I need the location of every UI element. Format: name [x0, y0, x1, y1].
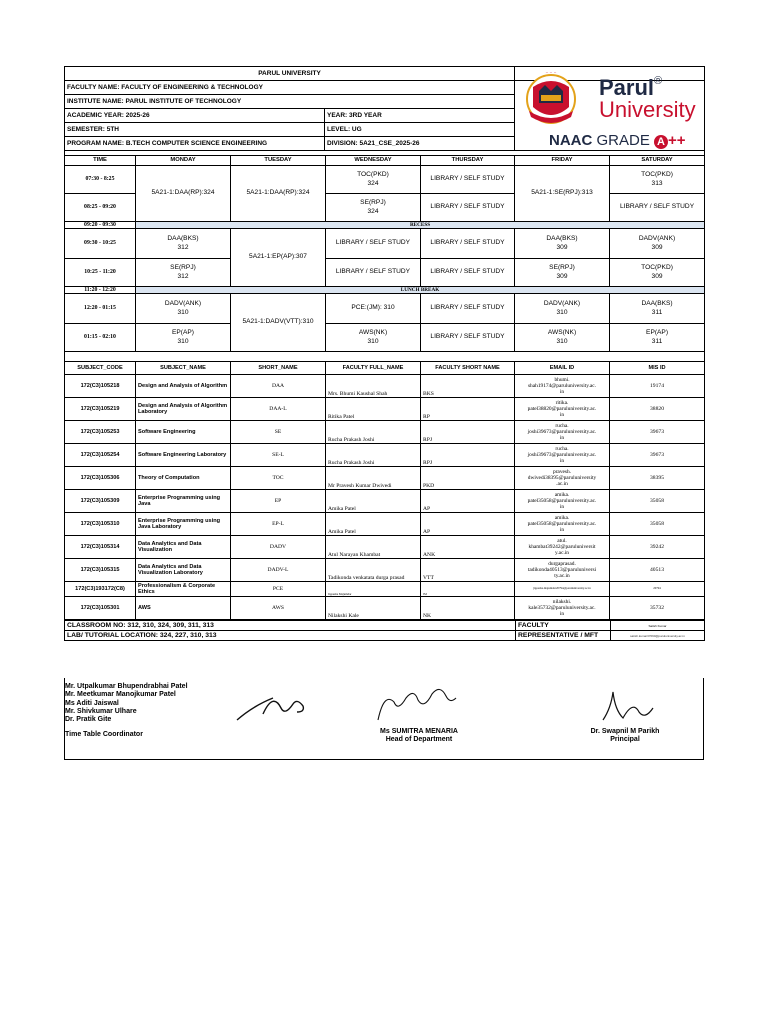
subject-row [65, 559, 705, 582]
brand-name: Parul® [599, 75, 663, 100]
subject-row [65, 421, 705, 444]
faculty-full-name: Jigeesha Majumdar [326, 582, 421, 597]
time-slot: 01:15 - 02:10 [65, 324, 136, 352]
signature-section [64, 678, 704, 760]
academic-year: ACADEMIC YEAR: 2025-26 [65, 109, 325, 123]
faculty-short-name: JM [421, 582, 515, 597]
faculty-short-name: RPJ [421, 444, 515, 467]
coordinator-list [65, 683, 188, 740]
subject-name: Enterprise Programming using Java [136, 490, 231, 513]
brand-sub: University [599, 97, 696, 122]
faculty-short-name: ANK [421, 536, 515, 559]
mis-id: 35058 [610, 513, 705, 536]
short-name: TOC [231, 467, 326, 490]
slot-cell: PCE:(JM): 310 [326, 294, 421, 324]
semester: SEMESTER: 5TH [65, 123, 325, 137]
subject-code: 172(C3)105218 [65, 375, 136, 398]
faculty-short-name: RP [421, 398, 515, 421]
subject-row [65, 375, 705, 398]
faculty-short-name: RPJ [421, 421, 515, 444]
subject-table [64, 361, 705, 620]
short-name: AWS [231, 597, 326, 620]
faculty-full-name: Tadikonda venkatata durga prasad [326, 559, 421, 582]
slot-cell: SE(RPJ) 324 [326, 194, 421, 222]
faculty-short-name: BKS [421, 375, 515, 398]
coordinator-signature-icon [233, 686, 313, 726]
mis-id: 19174 [610, 375, 705, 398]
year: YEAR: 3RD YEAR [325, 109, 515, 123]
rep-name: Satish Kumar [611, 621, 705, 631]
email-id: atul. khambat39242@paruluniversit y.ac.in [515, 536, 610, 559]
slot-cell: EP(AP) 311 [610, 324, 705, 352]
svg-text:~ ~ ~: ~ ~ ~ [545, 71, 557, 75]
subject-name: Professionalism & Corporate Ethics [136, 582, 231, 597]
faculty-short-name: NK [421, 597, 515, 620]
subject-name: Theory of Computation [136, 467, 231, 490]
time-slot: 09:20 - 09:30 [65, 222, 136, 229]
recess-band: RECESS [136, 222, 705, 229]
slot-cell: EP(AP) 310 [136, 324, 231, 352]
subject-code: 172(C3)105310 [65, 513, 136, 536]
mis-id: 38395 [610, 467, 705, 490]
subject-code: 172(C3)105254 [65, 444, 136, 467]
slot-cell: AWS(NK) 310 [515, 324, 610, 352]
slot-cell: DADV(ANK) 310 [136, 294, 231, 324]
email-id: durgaprasad. tadikonda40513@paruluniversi ty.ac.in [515, 559, 610, 582]
faculty-full-name: Rucha Prakash Joshi [326, 421, 421, 444]
slot-cell: DADV(ANK) 309 [610, 229, 705, 259]
email-id: amika. patel35058@paruluniversity.ac. in [515, 490, 610, 513]
email-id: amika. patel35058@paruluniversity.ac. in [515, 513, 610, 536]
slot-cell: SE(RPJ) 309 [515, 259, 610, 287]
coordinator-name: Mr. Meetkumar Manojkumar Patel [65, 691, 176, 699]
slot-cell: LIBRARY / SELF STUDY [610, 194, 705, 222]
subject-row [65, 444, 705, 467]
classroom-list: CLASSROOM NO: 312, 310, 324, 309, 311, 313 [65, 621, 516, 631]
faculty-label: FACULTY [516, 621, 611, 631]
email-id: bhumi. shah19174@paruluniversity.ac. in [515, 375, 610, 398]
slot-cell: LIBRARY / SELF STUDY [421, 294, 515, 324]
time-slot: 10:25 - 11:20 [65, 259, 136, 287]
slot-cell: TOC(PKD) 324 [326, 166, 421, 194]
faculty-full-name: Atul Narayan Khambat [326, 536, 421, 559]
slot-cell: 5A21-1:SE(RPJ):313 [515, 166, 610, 222]
slot-cell: 5A21-1:EP(AP):307 [231, 229, 326, 287]
subject-code: 172(C3)105309 [65, 490, 136, 513]
faculty-short-name: PKD [421, 467, 515, 490]
slot-cell: DAA(BKS) 311 [610, 294, 705, 324]
division: DIVISION: 5A21_CSE_2025-26 [325, 137, 515, 151]
hdr-subject-code: SUBJECT_CODE [65, 362, 136, 375]
mis-id: 35058 [610, 490, 705, 513]
hdr-email-id: EMAIL ID [515, 362, 610, 375]
slot-cell: DAA(BKS) 309 [515, 229, 610, 259]
col-wednesday: WEDNESDAY [326, 156, 421, 166]
time-slot: 09:30 - 10:25 [65, 229, 136, 259]
faculty-full-name: Mr Pravesh Kumar Dwivedi [326, 467, 421, 490]
faculty-name: FACULTY NAME: FACULTY OF ENGINEERING & TECHNOLOGY [65, 81, 515, 95]
mis-id: 39673 [610, 421, 705, 444]
grade-badge: A [654, 135, 668, 149]
subject-code: 172(C3)105306 [65, 467, 136, 490]
slot-cell: LIBRARY / SELF STUDY [421, 229, 515, 259]
slot-cell: SE(RPJ) 312 [136, 259, 231, 287]
slot-cell: TOC(PKD) 313 [610, 166, 705, 194]
email-id: rucha. joshi39673@paruluniversity.ac. in [515, 421, 610, 444]
coordinator-name: Dr. Pratik Gite [65, 716, 112, 724]
subject-code: 172(C3)105314 [65, 536, 136, 559]
short-name: PCE [231, 582, 326, 597]
slot-cell: LIBRARY / SELF STUDY [421, 259, 515, 287]
faculty-short-name: AP [421, 513, 515, 536]
col-thursday: THURSDAY [421, 156, 515, 166]
lab-location: LAB/ TUTORIAL LOCATION: 324, 227, 310, 313 [65, 631, 516, 641]
faculty-short-name: AP [421, 490, 515, 513]
parul-university-logo [515, 67, 704, 160]
coordinator-name: Ms Aditi Jaiswal [65, 699, 119, 707]
col-tuesday: TUESDAY [231, 156, 326, 166]
slot-cell: AWS(NK) 310 [326, 324, 421, 352]
hdr-mis-id: MIS ID [610, 362, 705, 375]
email-id: nilakshi. kale35732@paruluniversity.ac. in [515, 597, 610, 620]
slot-cell: LIBRARY / SELF STUDY [326, 259, 421, 287]
faculty-full-name: Amika Patel [326, 513, 421, 536]
hdr-short-name: SHORT_NAME [231, 362, 326, 375]
program-name: PROGRAM NAME: B.TECH COMPUTER SCIENCE ENGINEERING [65, 137, 325, 151]
mis-id: 20794 [610, 582, 705, 597]
slot-cell: TOC(PKD) 309 [610, 259, 705, 287]
short-name: DADV [231, 536, 326, 559]
short-name: EP [231, 490, 326, 513]
time-slot: 08:25 - 09:20 [65, 194, 136, 222]
short-name: EP-L [231, 513, 326, 536]
faculty-full-name: Nilakshi Kale [326, 597, 421, 620]
subject-name: Data Analytics and Data Visualization [136, 536, 231, 559]
subject-row [65, 513, 705, 536]
email-id: ritika. patel38820@paruluniversity.ac. in [515, 398, 610, 421]
level: LEVEL: UG [325, 123, 515, 137]
lunch-band: LUNCH BREAK [136, 287, 705, 294]
col-friday: FRIDAY [515, 156, 610, 166]
subject-name: Software Engineering Laboratory [136, 444, 231, 467]
slot-cell: DAA(BKS) 312 [136, 229, 231, 259]
naac-grade: NAAC GRADE A ++ [549, 132, 686, 149]
subject-code: 172(C3)105315 [65, 559, 136, 582]
subject-name: Design and Analysis of Algorithm [136, 375, 231, 398]
col-monday: MONDAY [136, 156, 231, 166]
hod-signature-icon [370, 682, 460, 727]
subject-name: Design and Analysis of Algorithm Laboratory [136, 398, 231, 421]
faculty-full-name: Amika Patel [326, 490, 421, 513]
slot-cell: LIBRARY / SELF STUDY [421, 166, 515, 194]
mis-id: 39242 [610, 536, 705, 559]
subject-row [65, 490, 705, 513]
short-name: SE-L [231, 444, 326, 467]
rep-email: satish.kumar37090@paruluniversity.ac.in [611, 631, 705, 641]
short-name: DAA-L [231, 398, 326, 421]
principal-signature-icon [583, 682, 663, 727]
principal-caption: Dr. Swapnil M Parikh Principal [590, 728, 660, 743]
slot-cell: LIBRARY / SELF STUDY [421, 194, 515, 222]
subject-row [65, 536, 705, 559]
subject-name: Enterprise Programming using Java Laboratory [136, 513, 231, 536]
timetable-grid [64, 151, 705, 361]
university-title: PARUL UNIVERSITY [65, 67, 515, 81]
subject-row [65, 597, 705, 620]
mis-id: 40513 [610, 559, 705, 582]
hdr-subject-name: SUBJECT_NAME [136, 362, 231, 375]
hdr-faculty-full-name: FACULTY FULL_NAME [326, 362, 421, 375]
subject-code: 172(C3)193172(C8) [65, 582, 136, 597]
subject-code: 172(C3)105219 [65, 398, 136, 421]
slot-cell: 5A21-1:DAA(RP):324 [136, 166, 231, 222]
institute-name: INSTITUTE NAME: PARUL INSTITUTE OF TECHNOLOGY [65, 95, 515, 109]
mis-id: 38820 [610, 398, 705, 421]
subject-code: 172(C3)105301 [65, 597, 136, 620]
subject-name: Software Engineering [136, 421, 231, 444]
subject-row [65, 398, 705, 421]
coordinator-name: Mr. Shivkumar Ulhare [65, 707, 137, 715]
short-name: DAA [231, 375, 326, 398]
slot-cell: 5A21-1:DADV(VTT):310 [231, 294, 326, 352]
short-name: SE [231, 421, 326, 444]
slot-cell: 5A21-1:DAA(RP):324 [231, 166, 326, 222]
mis-id: 35732 [610, 597, 705, 620]
slot-cell: LIBRARY / SELF STUDY [326, 229, 421, 259]
subject-name: Data Analytics and Data Visualization Laboratory [136, 559, 231, 582]
coordinator-title: Time Table Coordinator [65, 731, 143, 739]
time-slot: 11:20 - 12:20 [65, 287, 136, 294]
subject-code: 172(C3)105253 [65, 421, 136, 444]
email-id: rucha. joshi39673@paruluniversity.ac. in [515, 444, 610, 467]
faculty-full-name: Ritika Patel [326, 398, 421, 421]
short-name: DADV-L [231, 559, 326, 582]
faculty-short-name: VTT [421, 559, 515, 582]
subject-row [65, 467, 705, 490]
faculty-full-name: Mrs. Bhumi Kaushal Shah [326, 375, 421, 398]
footer-table [64, 620, 705, 641]
coordinator-name: Mr. Utpalkumar Bhupendrabhai Patel [65, 683, 188, 690]
subject-row [65, 582, 705, 597]
col-time: TIME [65, 156, 136, 166]
subject-rows [65, 375, 705, 620]
slot-cell: DADV(ANK) 310 [515, 294, 610, 324]
email-id: pravesh. dwivedi38395@paruluniversity .ac.in [515, 467, 610, 490]
faculty-full-name: Rucha Prakash Joshi [326, 444, 421, 467]
mis-id: 39673 [610, 444, 705, 467]
rep-label: REPRESENTATIVE / MFT [516, 631, 611, 641]
slot-cell: LIBRARY / SELF STUDY [421, 324, 515, 352]
subject-name: AWS [136, 597, 231, 620]
email-id: jigeesha.majumdar20794@paruluniversity.ac.in [515, 582, 610, 597]
hdr-faculty-short-name: FACULTY SHORT NAME [421, 362, 515, 375]
time-slot: 12:20 - 01:15 [65, 294, 136, 324]
time-slot: 07:30 - 8:25 [65, 166, 136, 194]
col-saturday: SATURDAY [610, 156, 705, 166]
hod-caption: Ms SUMITRA MENARIA Head of Department [380, 728, 458, 743]
